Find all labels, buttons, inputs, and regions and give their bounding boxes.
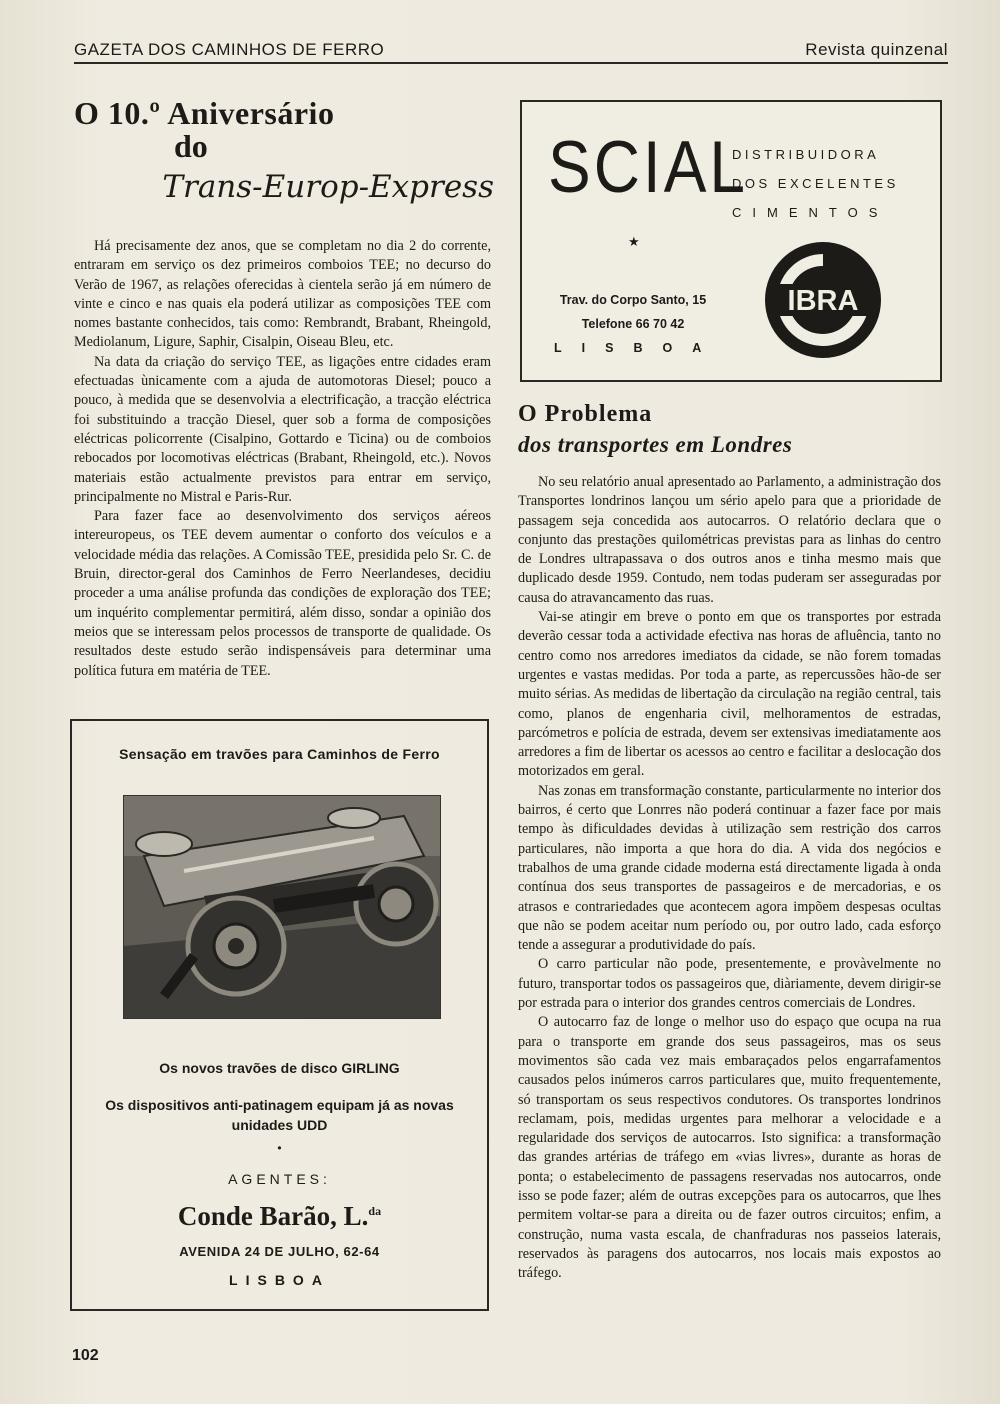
ad-girling-antislip-line: Os dispositivos anti-patinagem equipam já as novas unidades UDD <box>105 1097 454 1133</box>
ad-girling-address: AVENIDA 24 DE JULHO, 62-64 <box>179 1244 380 1259</box>
page-number: 102 <box>72 1347 99 1364</box>
ibra-logo-icon <box>763 240 883 360</box>
article-tee-paragraph: Na data da criação do serviço TEE, as ligações entre cidades eram efectuadas ùnicamente com a ajuda de automotoras Diesel; pouco a pouco, à medida que se desenvolvia a electrificação, a tracção eléctrica foi substituindo a tracção Diesel, quer sob a forma de composições eléctricas policorrente (Cisalpino, Gottardo e Ticina) ou de comboios rebocados por locomotivas eléctricas (Brabant, Rheingold, etc.). Novos materiais estão actualmente previstos para entrar em serviço, principalmente no Mistral e Paris-Rur. <box>74 353 491 505</box>
ad-girling-company-suffix: da <box>368 1204 382 1218</box>
article-london-paragraph: Nas zonas em transformação constante, particularmente no interior dos bairros, é certo que Lonrres não poderá continuar a fazer face por mais tempo às dificuldades devidas à utilização sem restrição dos carros particulares, não importa a que hora do dia. A vida dos negócios e trabalhos de uma grande cidade moderna está directamente ligada à onda contínua dos seus transportes de passageiros e de mercadorias, e os atrasos e contrariedades que acontecem agora impõem despesas ocultas que não se podem aceitar num período ou, por outro lado, cada esforço tende a assegurar a produtividade do país. <box>518 782 942 954</box>
ad-girling-company <box>72 1201 487 1232</box>
article-london-title-line2: dos transportes em Londres <box>518 432 793 457</box>
scial-brand: SCIAL <box>548 125 748 208</box>
article-tee-title-line3: Trans-Europ-Express <box>162 169 494 205</box>
bogie-illustration <box>124 796 440 1018</box>
ad-girling-brakes-line: Os novos travões de disco GIRLING <box>159 1060 400 1076</box>
article-tee-title <box>74 95 494 205</box>
scial-tagline-line: DISTRIBUIDORA <box>732 147 880 162</box>
scial-tagline <box>732 140 918 227</box>
scial-address <box>548 288 722 360</box>
article-tee-title-line1: O 10.º Aniversário <box>74 95 335 131</box>
article-london-paragraph: O carro particular não pode, presentemente, e provàvelmente no futuro, transportar todos os passageiros que, diàriamente, devem dirigir-se por estrada para o interior dos grandes centros comerciais de Londres. <box>518 956 941 1012</box>
scial-street: Trav. do Corpo Santo, 15 <box>559 293 707 307</box>
advertisement-scial <box>520 100 942 382</box>
brake-bogie-photo <box>123 795 441 1019</box>
ad-girling-agents-label: AGENTES: <box>228 1171 331 1187</box>
advertisement-girling <box>70 719 489 1311</box>
article-tee-paragraph: Há precisamente dez anos, que se completam no dia 2 do corrente, entraram em serviço os dez primeiros comboios TEE; no decurso do Verão de 1967, as relações oferecidas à cientela serão já em número de vinte e cinco e nas quais ela poderá utilizar as composições TEE com nomes bastante conhecidos, tais como: Rembrandt, Brabant, Rheingold, Mediolanum, Ligure, Saphir, Cisalpin, Oiseau Bleu, etc. <box>74 238 491 351</box>
publication-title: GAZETA DOS CAMINHOS DE FERRO <box>74 40 385 59</box>
ad-girling-headline: Sensação em travões para Caminhos de Ferro <box>119 746 440 762</box>
article-london-paragraph: Vai-se atingir em breve o ponto em que os transportes por estrada deverão cessar toda a actividade efectiva nas horas de afluência, tanto no centro como nos arredores imediatos da cidade, se não forem tomadas urgentes e vastas medidas. Por toda a parte, as repercussões hão-de ser muito sérias. As medidas de libertação da circulação na região central, tais como, planos de engenharia civil, melhoramentos de estradas, parcómetros e polícia de estrada, devem ser extensivas imediatamente aos arredores a fim de libertar os acessos ao centro e facilitar a deslocação dos motorizados em geral. <box>518 609 941 780</box>
publication-type: Revista quinzenal <box>805 40 948 59</box>
article-tee-body <box>74 237 491 681</box>
article-london-paragraph: O autocarro faz de longe o melhor uso do espaço que ocupa na rua para o transporte em grande dos seus passageiros, mas os seus movimentos são cada vez mais embaraçados pelos engarrafamentos causados pelos inúmeros carros particulares que, muito frequentemente, só transportam os seus respectivos condutores. Os transportes londrinos reclamam, pois, medidas urgentes para melhorar a velocidade e a regularidade dos serviços de autocarros. Isto significa: a transformação das grandes artérias de tráfego em «vias livres», durante as horas de ponta; o estabelecimento de passagens reservadas nos autocarros, onde isso se pode fazer; além de outras excepções para os autocarros, que lhes permitem voltar-se para a direita ou de fazer outros circuitos; enfim, a construção, numa vasta escala, de chanfraduras nos passeios laterais, reservados às paragens dos autocarros, nos locais mais expostos ao tráfego. <box>518 1014 941 1282</box>
article-london-title <box>518 401 942 458</box>
scial-tagline-line: DOS EXCELENTES <box>732 176 899 191</box>
article-london-body <box>518 473 941 1283</box>
article-london-paragraph: No seu relatório anual apresentado ao Parlamento, a administração dos Transportes londrinos lançou um sério apelo para que a prioridade de passagem seja concedida aos autocarros. O relatório declara que o conjunto das prestações quilométricas previstas para as linhas do centro de Londres ultrapassava o dos outros anos e tinha mesmo mais que duplicado desde 1959. Contudo, nem todas puderam ser asseguradas por causa do atravancamento das ruas. <box>518 474 941 606</box>
ibra-logo-text: IBRA <box>787 285 859 317</box>
scial-phone: Telefone 66 70 42 <box>581 317 685 331</box>
ad-girling-bullet: • <box>277 1141 282 1155</box>
star-icon: ★ <box>628 234 640 249</box>
article-tee-title-line2: do <box>174 128 208 164</box>
scial-city: LISBOA <box>554 341 722 355</box>
ad-girling-city: LISBOA <box>229 1272 330 1288</box>
article-london-title-line1: O Problema <box>518 401 653 427</box>
article-tee-paragraph: Para fazer face ao desenvolvimento dos serviços aéreos intereuropeus, os TEE devem aumentar o conforto dos veículos e a velocidade média das relações. A Comissão TEE, presidida pelo Sr. C. de Bruin, director-geral dos Caminhos de Ferro Neerlandeses, decidiu proceder a uma análise profunda das condições de exploração dos TEE; um inquérito complementar permitirá, além disso, sondar a opinião dos meios que se interessam pelos processos de transporte de qualidade. Os resultados deste estudo serão indispensáveis para determinar uma política futura em matéria de TEE. <box>74 508 491 679</box>
running-header <box>74 38 948 64</box>
scial-tagline-line: CIMENTOS <box>732 205 889 220</box>
ad-girling-company-name: Conde Barão, L. <box>177 1201 369 1231</box>
